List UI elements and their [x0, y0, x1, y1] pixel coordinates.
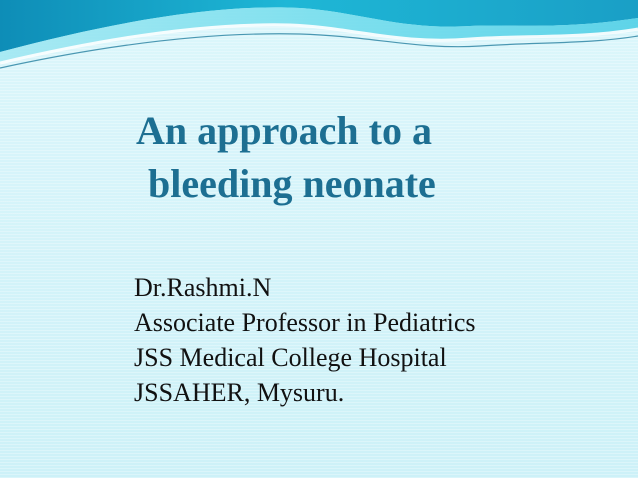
author-block — [134, 270, 594, 410]
author-name: Dr.Rashmi.N — [134, 273, 272, 302]
author-position: Associate Professor in Pediatrics — [134, 308, 476, 337]
author-location: JSSAHER, Mysuru. — [134, 378, 345, 407]
title-line-1: An approach to a — [136, 108, 432, 153]
title-line-2: bleeding neonate — [148, 161, 436, 206]
author-institution: JSS Medical College Hospital — [134, 343, 447, 372]
decorative-wave-banner — [0, 0, 638, 90]
slide-title — [136, 104, 576, 210]
